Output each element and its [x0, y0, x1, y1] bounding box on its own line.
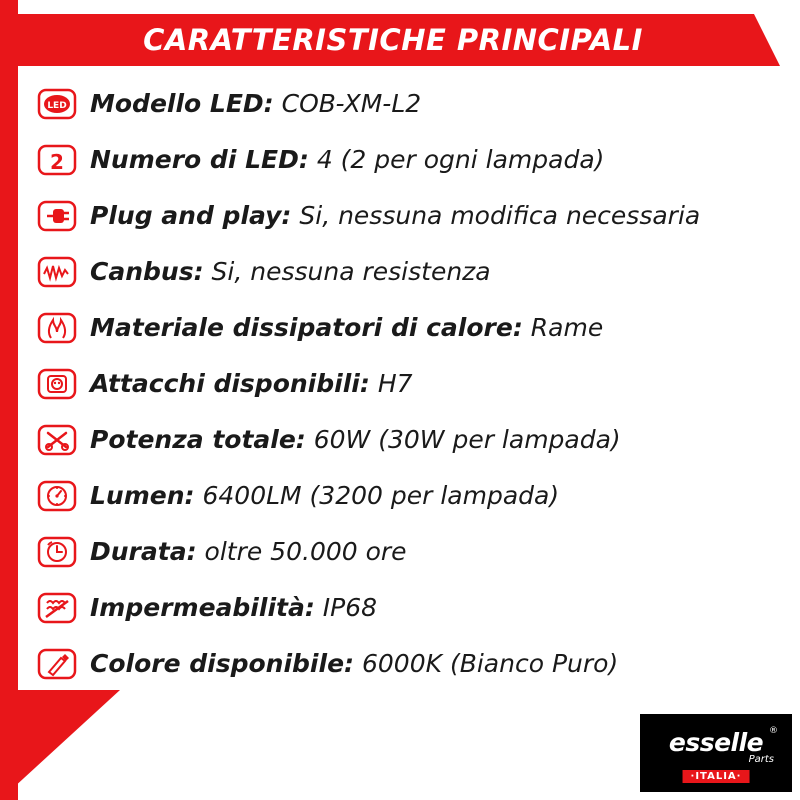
feature-text: [90, 426, 780, 454]
list-item: [34, 580, 780, 636]
socket-icon: [34, 361, 80, 407]
feature-text: [90, 202, 780, 230]
list-item: [34, 468, 780, 524]
heatsink-icon: [34, 305, 80, 351]
brand-logo-inner: [640, 714, 792, 792]
list-item: [34, 76, 780, 132]
list-item: [34, 244, 780, 300]
brand-country-badge: ·ITALIA·: [683, 770, 750, 783]
list-item: [34, 524, 780, 580]
feature-label: Attacchi disponibili:: [90, 369, 370, 399]
feature-label: Potenza totale:: [90, 425, 306, 455]
features-list: [34, 76, 780, 692]
feature-label: Numero di LED:: [90, 145, 309, 175]
bottom-left-red-wedge: [0, 690, 120, 800]
feature-label: Plug and play:: [90, 201, 292, 231]
feature-text: [90, 650, 780, 678]
list-item: [34, 636, 780, 692]
list-item: [34, 356, 780, 412]
feature-value: Rame: [530, 313, 604, 343]
feature-value: IP68: [322, 593, 378, 623]
feature-text: [90, 370, 780, 398]
feature-label: Colore disponibile:: [90, 649, 355, 679]
feature-text: [90, 146, 780, 174]
feature-value: 6400LM (3200 per lampada): [202, 481, 560, 511]
list-item: [34, 412, 780, 468]
feature-text: [90, 482, 780, 510]
feature-text: [90, 538, 780, 566]
list-item: [34, 132, 780, 188]
color-brush-icon: [34, 641, 80, 687]
svg-text:2: 2: [50, 150, 64, 174]
feature-value: Si, nessuna resistenza: [211, 257, 491, 287]
list-item: [34, 300, 780, 356]
feature-text: [90, 258, 780, 286]
feature-label: Impermeabilità:: [90, 593, 315, 623]
feature-value: Si, nessuna modifica necessaria: [299, 201, 701, 231]
canbus-wave-icon: [34, 249, 80, 295]
svg-text:LED: LED: [47, 101, 67, 111]
left-red-bar: [0, 0, 18, 800]
feature-label: Durata:: [90, 537, 197, 567]
brand-name: esselle: [668, 728, 764, 757]
feature-value: 6000K (Bianco Puro): [361, 649, 619, 679]
feature-value: H7: [377, 369, 413, 399]
lumen-gauge-icon: [34, 473, 80, 519]
plug-icon: [34, 193, 80, 239]
number-two-icon: [34, 137, 80, 183]
feature-value: 60W (30W per lampada): [313, 425, 621, 455]
feature-label: Materiale dissipatori di calore:: [90, 313, 523, 343]
power-icon: [34, 417, 80, 463]
brand-subtitle: Parts: [748, 754, 774, 765]
page-title: CARATTERISTICHE PRINCIPALI: [143, 23, 643, 57]
clock-icon: [34, 529, 80, 575]
brand-logo: [638, 712, 794, 794]
registered-mark: ®: [769, 726, 778, 736]
feature-text: [90, 314, 780, 342]
feature-label: Modello LED:: [90, 89, 274, 119]
list-item: [34, 188, 780, 244]
waterproof-icon: [34, 585, 80, 631]
led-chip-icon: [34, 81, 80, 127]
feature-label: Lumen:: [90, 481, 195, 511]
header: [18, 14, 780, 66]
feature-value: oltre 50.000 ore: [204, 537, 407, 567]
feature-text: [90, 594, 780, 622]
feature-label: Canbus:: [90, 257, 204, 287]
feature-value: COB-XM-L2: [281, 89, 422, 119]
feature-value: 4 (2 per ogni lampada): [316, 145, 605, 175]
feature-text: [90, 90, 780, 118]
